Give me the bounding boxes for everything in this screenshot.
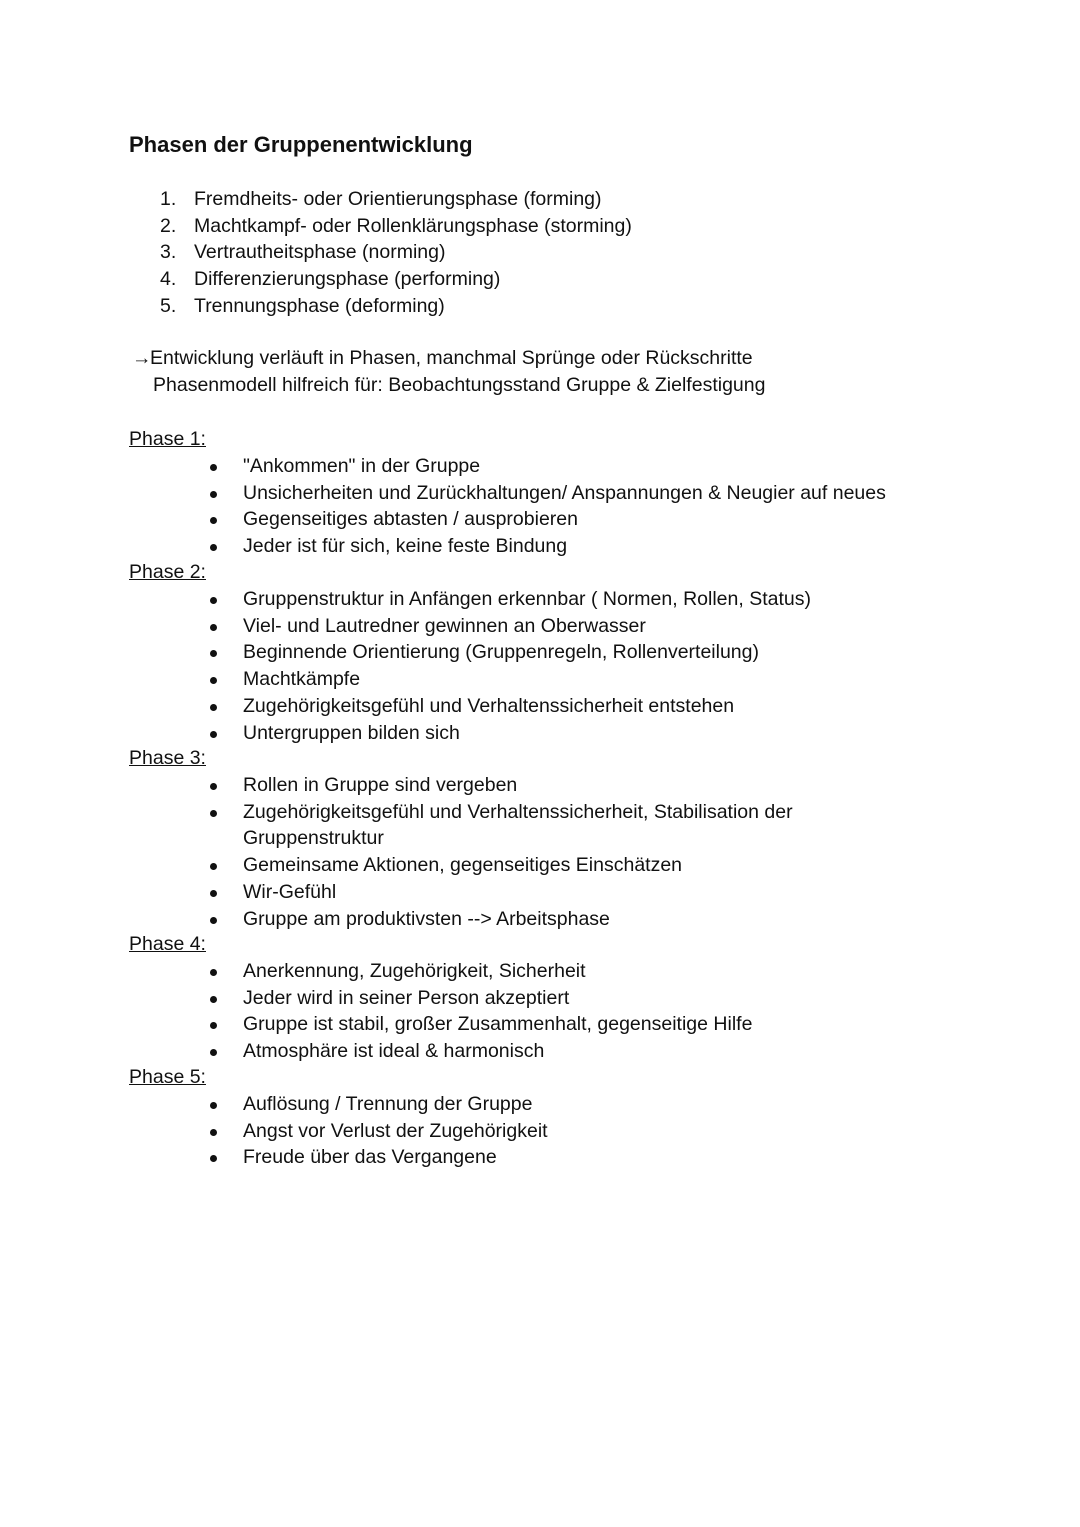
list-item bbox=[208, 852, 823, 879]
bullet-text: Gemeinsame Aktionen, gegenseitiges Einschätzen bbox=[243, 854, 683, 877]
phase-4-heading: Phase 4: bbox=[129, 933, 206, 955]
bullet-text: Untergruppen bilden sich bbox=[243, 721, 460, 744]
bullet-dot-icon bbox=[210, 677, 217, 684]
bullet-text: Anerkennung, Zugehörigkeit, Sicherheit bbox=[243, 960, 586, 982]
bullet-text: Auflösung / Trennung der Gruppe bbox=[243, 1093, 533, 1115]
bullet-dot-icon bbox=[210, 969, 217, 976]
bullet-dot-icon bbox=[210, 597, 217, 604]
list-item bbox=[208, 453, 886, 480]
bullet-dot-icon bbox=[210, 1155, 217, 1162]
bullet-text: Jeder wird in seiner Person akzeptiert bbox=[243, 986, 570, 1009]
phase-3-bullets bbox=[208, 772, 823, 932]
list-item bbox=[208, 693, 811, 720]
bullet-dot-icon bbox=[210, 810, 217, 817]
phase-3-heading: Phase 3: bbox=[129, 747, 206, 769]
list-item bbox=[208, 613, 811, 640]
bullet-dot-icon bbox=[210, 624, 217, 631]
summary-note bbox=[132, 345, 765, 398]
bullet-dot-icon bbox=[210, 517, 217, 524]
list-item bbox=[208, 985, 752, 1012]
bullet-text: Gruppe ist stabil, großer Zusammenhalt, gegenseitige Hilfe bbox=[243, 1013, 753, 1036]
list-item bbox=[208, 1118, 548, 1145]
list-item bbox=[208, 586, 811, 613]
list-number: 1. bbox=[160, 188, 177, 210]
phase-1-heading: Phase 1: bbox=[129, 428, 206, 450]
list-item-text: Differenzierungsphase (performing) bbox=[194, 268, 501, 291]
bullet-text: "Ankommen" in der Gruppe bbox=[243, 455, 481, 477]
list-item bbox=[208, 772, 823, 799]
bullet-text: Jeder ist für sich, keine feste Bindung bbox=[243, 535, 568, 558]
bullet-dot-icon bbox=[210, 996, 217, 1003]
list-number: 3. bbox=[160, 241, 177, 264]
list-item bbox=[160, 186, 632, 213]
phase-4-bullets bbox=[208, 958, 752, 1065]
bullet-text: Gruppe am produktivsten --> Arbeitsphase bbox=[243, 907, 610, 930]
list-item bbox=[208, 906, 823, 933]
list-item-text: Fremdheits- oder Orientierungsphase (forming) bbox=[194, 188, 602, 210]
summary-text-1: Entwicklung verläuft in Phasen, manchmal Sprünge oder Rückschritte bbox=[150, 347, 753, 369]
list-item bbox=[208, 533, 886, 560]
list-item bbox=[208, 720, 811, 747]
list-item bbox=[208, 1144, 548, 1171]
list-item bbox=[160, 239, 632, 266]
list-item bbox=[208, 1011, 752, 1038]
bullet-text: Viel- und Lautredner gewinnen an Oberwasser bbox=[243, 614, 646, 637]
bullet-text: Wir-Gefühl bbox=[243, 880, 337, 903]
list-item-text: Trennungsphase (deforming) bbox=[194, 294, 445, 317]
bullet-dot-icon bbox=[210, 491, 217, 498]
phase-5-heading: Phase 5: bbox=[129, 1066, 206, 1088]
bullet-text: Beginnende Orientierung (Gruppenregeln, Rollenverteilung) bbox=[243, 641, 759, 664]
bullet-dot-icon bbox=[210, 544, 217, 551]
bullet-text: Machtkämpfe bbox=[243, 668, 361, 691]
list-number: 4. bbox=[160, 268, 177, 291]
bullet-text: Rollen in Gruppe sind vergeben bbox=[243, 774, 518, 796]
list-item bbox=[208, 506, 886, 533]
bullet-text: Angst vor Verlust der Zugehörigkeit bbox=[243, 1119, 548, 1142]
bullet-dot-icon bbox=[210, 917, 217, 924]
bullet-dot-icon bbox=[210, 1049, 217, 1056]
bullet-text: Gegenseitiges abtasten / ausprobieren bbox=[243, 508, 578, 531]
list-number: 5. bbox=[160, 294, 177, 317]
list-item bbox=[160, 293, 632, 320]
bullet-text: Unsicherheiten und Zurückhaltungen/ Anspannungen & Neugier auf neues bbox=[243, 481, 886, 504]
bullet-dot-icon bbox=[210, 1102, 217, 1109]
bullet-text: Zugehörigkeitsgefühl und Verhaltenssicherheit entstehen bbox=[243, 694, 735, 717]
phase-2-bullets bbox=[208, 586, 811, 746]
list-item bbox=[208, 879, 823, 906]
phase-5-bullets bbox=[208, 1091, 548, 1171]
list-item bbox=[160, 213, 632, 240]
summary-line-2: Phasenmodell hilfreich für: Beobachtungsstand Gruppe & Zielfestigung bbox=[153, 373, 766, 396]
bullet-text: Atmosphäre ist ideal & harmonisch bbox=[243, 1040, 545, 1063]
summary-line-1 bbox=[132, 345, 765, 372]
document-title: Phasen der Gruppenentwicklung bbox=[129, 132, 473, 157]
list-item-text: Vertrautheitsphase (norming) bbox=[194, 241, 446, 264]
bullet-dot-icon bbox=[210, 650, 217, 657]
bullet-text: Gruppenstruktur in Anfängen erkennbar ( Normen, Rollen, Status) bbox=[243, 588, 811, 610]
list-item bbox=[160, 266, 632, 293]
bullet-dot-icon bbox=[210, 890, 217, 897]
list-item bbox=[208, 1091, 548, 1118]
phase-2-heading: Phase 2: bbox=[129, 561, 206, 583]
list-item bbox=[208, 799, 823, 852]
list-item bbox=[208, 639, 811, 666]
list-item bbox=[208, 666, 811, 693]
bullet-dot-icon bbox=[210, 783, 217, 790]
bullet-text: Freude über das Vergangene bbox=[243, 1146, 497, 1169]
bullet-text: Zugehörigkeitsgefühl und Verhaltenssicherheit, Stabilisation der Gruppenstruktur bbox=[243, 800, 793, 850]
list-item bbox=[208, 958, 752, 985]
phase-1-bullets bbox=[208, 453, 886, 560]
list-item-text: Machtkampf- oder Rollenklärungsphase (storming) bbox=[194, 214, 632, 237]
bullet-dot-icon bbox=[210, 731, 217, 738]
phase-overview-list bbox=[160, 186, 632, 320]
bullet-dot-icon bbox=[210, 704, 217, 711]
list-item bbox=[208, 480, 886, 507]
list-number: 2. bbox=[160, 214, 177, 237]
list-item bbox=[208, 1038, 752, 1065]
bullet-dot-icon bbox=[210, 1022, 217, 1029]
bullet-dot-icon bbox=[210, 1129, 217, 1136]
bullet-dot-icon bbox=[210, 863, 217, 870]
bullet-dot-icon bbox=[210, 464, 217, 471]
right-arrow-icon: → bbox=[132, 347, 152, 369]
